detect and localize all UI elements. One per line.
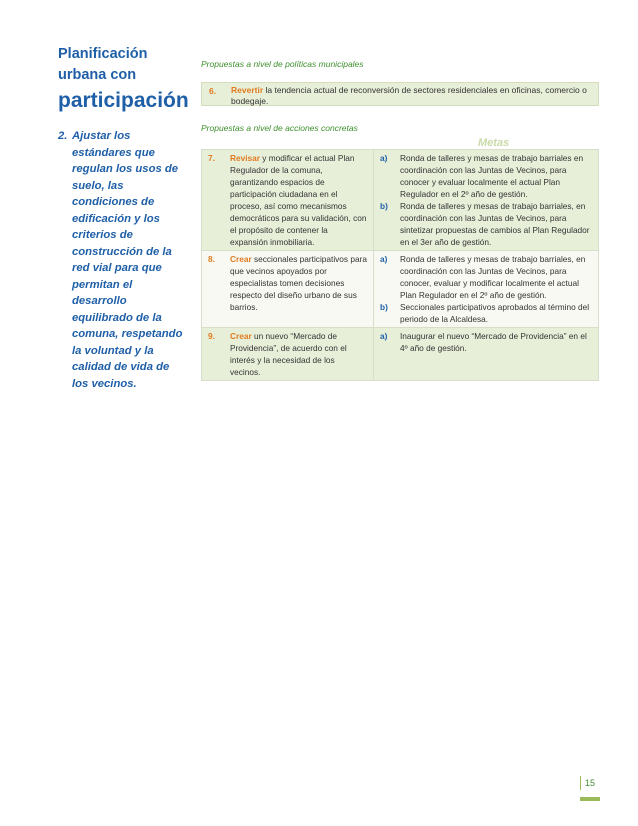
actions-table — [201, 149, 599, 381]
policy-number: 6. — [209, 86, 217, 96]
section-label-acciones: Propuestas a nivel de acciones concretas — [201, 123, 358, 133]
meta-text: Ronda de talleres y mesas de trabajo barriales en coordinación con las Juntas de Vecinos, para conocer y evaluar localmente el actual Plan Regulador en el 2º año de gestión. — [400, 153, 584, 199]
meta-letter: b) — [380, 302, 388, 312]
metas-cell — [374, 328, 599, 381]
action-text: un nuevo “Mercado de Providencia”, de acuerdo con el interés y la necesidad de los vecinos. — [230, 331, 347, 377]
meta-text: Ronda de talleres y mesas de trabajo barriales, en coordinación con las Juntas de Vecinos, para sintetizar propuestas de cambios al Plan Regulador en el 3er año de gestión. — [400, 201, 590, 247]
meta-text: Ronda de talleres y mesas de trabajo barriales, en coordinación con las Juntas de Vecinos, para conocer, evaluar y modificar localmente el actual Plan Regulador en el 2º año de gestión. — [400, 254, 586, 300]
action-cell — [202, 251, 374, 328]
action-number: 7. — [208, 153, 215, 163]
goal-text: Ajustar los estándares que regulan los usos de suelo, las condiciones de edificación y los criterios de construcción de la red vial para que permitan el desarrollo equilibrado de la comuna, respetando la voluntad y la calidad de vida de los vecinos. — [72, 130, 183, 390]
title-line-1: Planificación — [58, 46, 148, 62]
section-label-politicas: Propuestas a nivel de políticas municipales — [201, 59, 364, 69]
meta-text: Inaugurar el nuevo “Mercado de Providencia” en el 4º año de gestión. — [400, 331, 587, 353]
action-text: y modificar el actual Plan Regulador de la comuna, garantizando espacios de participación ciudadana en el proceso, así como mecanismos democráticos para su validación, con el propósito de contener la expansión inmobiliaria. — [230, 153, 367, 247]
action-cell — [202, 328, 374, 381]
sidebar-title — [58, 44, 188, 115]
title-line-3: participación — [58, 89, 189, 112]
title-line-2: urbana con — [58, 67, 137, 83]
metas-cell — [374, 251, 599, 328]
action-verb: Crear — [230, 331, 252, 341]
goal-statement — [58, 128, 188, 392]
action-cell — [202, 150, 374, 251]
policy-text — [231, 85, 591, 107]
action-number: 9. — [208, 331, 215, 341]
meta-letter: b) — [380, 201, 388, 211]
footer-accent-bar — [580, 797, 600, 801]
table-row — [202, 328, 599, 381]
action-verb: Crear — [230, 254, 252, 264]
table-row — [202, 251, 599, 328]
policy-item — [201, 82, 599, 106]
metas-cell — [374, 150, 599, 251]
metas-header: Metas — [478, 137, 510, 149]
meta-text: Seccionales participativos aprobados al término del periodo de la Alcaldesa. — [400, 302, 590, 324]
action-verb: Revisar — [230, 153, 260, 163]
action-text: seccionales participativos para que vecinos apoyados por especialistas tomen decisiones respecto del diseño urbano de sus barrios. — [230, 254, 367, 312]
policy-body: la tendencia actual de reconversión de sectores residenciales en oficinas, comercio o bodegaje. — [231, 85, 587, 106]
table-row — [202, 150, 599, 251]
goal-number: 2. — [58, 130, 68, 142]
meta-letter: a) — [380, 331, 388, 341]
meta-letter: a) — [380, 153, 388, 163]
policy-verb: Revertir — [231, 85, 264, 95]
page-number: 15 — [580, 776, 599, 790]
meta-letter: a) — [380, 254, 388, 264]
action-number: 8. — [208, 254, 215, 264]
